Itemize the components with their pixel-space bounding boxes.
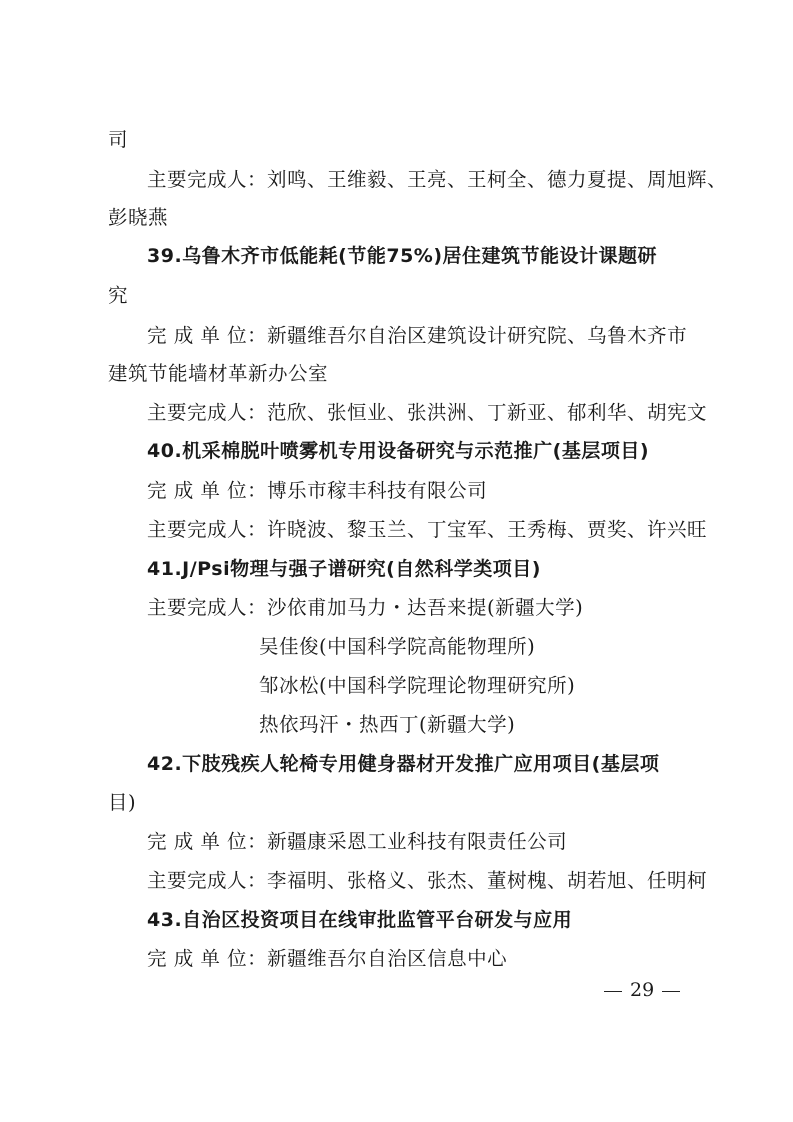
text-line: 司 [108,128,129,151]
dash-right [662,991,680,992]
section-title: 43.自治区投资项目在线审批监管平台研发与应用 [147,909,573,931]
text-line: 邹冰松(中国科学院理论物理研究所) [259,674,576,697]
section-title: 42.下肢残疾人轮椅专用健身器材开发推广应用项目(基层项 [147,753,660,775]
section-title: 39.乌鲁木齐市低能耗(节能75%)居住建筑节能设计课题研 [147,245,658,267]
text-line: 主要完成人：沙依甫加马力・达吾来提(新疆大学) [147,596,584,619]
dash-left [604,991,622,992]
text-line: 目) [108,791,137,814]
text-line: 究 [108,284,129,307]
text-line: 主要完成人：刘鸣、王维毅、王亮、王柯全、德力夏提、周旭辉、 [147,168,728,191]
text-line: 完 成 单 位：新疆维吾尔自治区信息中心 [147,947,508,970]
page-number [596,977,688,1003]
section-title: 41.J/Psi物理与强子谱研究(自然科学类项目) [147,558,541,580]
text-line: 完 成 单 位：新疆康采恩工业科技有限责任公司 [147,830,568,853]
page-number-value: 29 [630,979,655,1001]
text-line: 完 成 单 位：新疆维吾尔自治区建筑设计研究院、乌鲁木齐市 [147,324,688,347]
text-line: 主要完成人：范欣、张恒业、张洪洲、丁新亚、郁利华、胡宪文 [147,401,708,424]
text-line: 主要完成人：李福明、张格义、张杰、董树槐、胡若旭、任明柯 [147,869,708,892]
text-line: 吴佳俊(中国科学院高能物理所) [259,635,536,658]
text-line: 建筑节能墙材革新办公室 [108,362,329,385]
text-line: 热依玛汗・热西丁(新疆大学) [259,713,516,736]
text-line: 主要完成人：许晓波、黎玉兰、丁宝军、王秀梅、贾奖、许兴旺 [147,518,708,541]
text-line: 彭晓燕 [108,206,169,229]
text-line: 完 成 单 位：博乐市稼丰科技有限公司 [147,479,488,502]
section-title: 40.机采棉脱叶喷雾机专用设备研究与示范推广(基层项目) [147,440,650,462]
